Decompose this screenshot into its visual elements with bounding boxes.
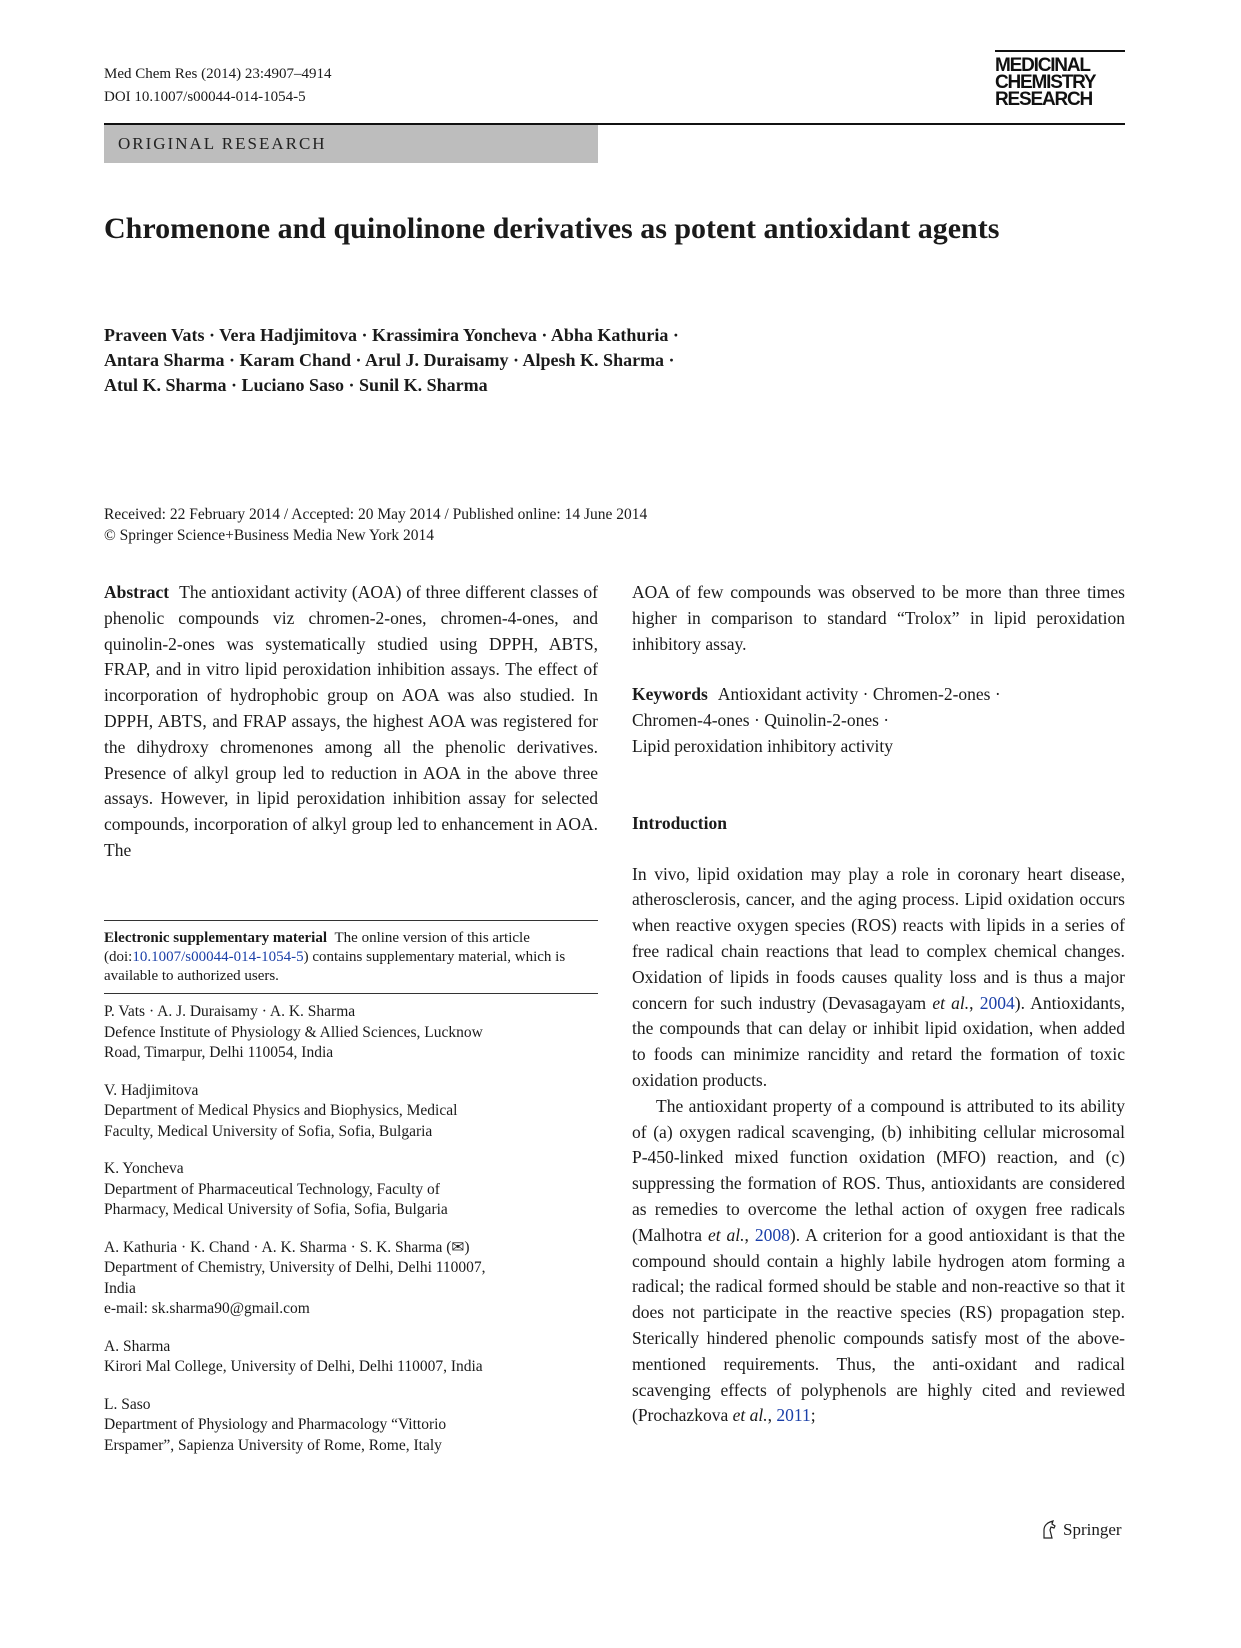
logo-line-1: MEDICINAL	[995, 55, 1090, 76]
abstract-text: The antioxidant activity (AOA) of three different classes of phenolic compounds viz chromen-2-ones, chromen-4-ones, and quinolin-2-ones was systematically studied using DPPH, ABTS, FRAP, and in vitro lipid peroxidation inhibition assays. The effect of incorporation of hydrophobic group on AOA was also studied. In DPPH, ABTS, and FRAP assays, the highest AOA was registered for the dihydroxy chromenones among all the phenolic derivatives. Presence of alkyl group led to reduction in AOA in the above three assays. However, in lipid peroxidation inhibition assay for selected compounds, incorporation of alkyl group led to enhancement in AOA. The	[104, 582, 598, 860]
publisher-footer	[1040, 1519, 1122, 1541]
author-line: Antara Sharma · Karam Chand · Arul J. Duraisamy · Alpesh K. Sharma ·	[104, 350, 675, 370]
comma: ,	[767, 1405, 777, 1426]
paragraph-text: In vivo, lipid oxidation may play a role in coronary heart disease, atherosclerosis, cancer, and the aging process. Lipid oxidation occurs when reactive oxygen species (ROS) reacts with lipids in a series of free radical chain reactions that lead to complex chemical changes. Oxidation of lipids in foods causes quality loss and is thus a major concern for such industry (Devasagayam	[632, 863, 1125, 1013]
paragraph-text: The antioxidant property of a compound is attributed to its ability of (a) oxygen radical scavenging, (b) inhibiting cellular microsomal P-450-linked mixed function oxidation (MFO) reaction, and (c) suppressing the formation of ROS. Thus, antioxidants are considered as remedies to overcome the lethal action of oxygen free radicals (Malhotra	[632, 1095, 1125, 1245]
esm-text-before: The online version of this article (doi:	[104, 930, 530, 965]
abstract-continuation: AOA of few compounds was observed to be more than three times higher in comparison to standard “Trolox” in lipid peroxidation inhibitory assay.	[632, 582, 1125, 654]
doi-line: DOI 10.1007/s00044-014-1054-5	[104, 89, 306, 105]
affiliation	[104, 1337, 598, 1378]
affiliation	[104, 1002, 598, 1064]
author-line: Praveen Vats · Vera Hadjimitova · Krassimira Yoncheva · Abha Kathuria ·	[104, 325, 679, 345]
affiliation-names: P. Vats · A. J. Duraisamy · A. K. Sharma	[104, 1003, 356, 1020]
right-column	[632, 580, 1125, 1429]
article-type-banner: ORIGINAL RESEARCH	[104, 125, 598, 163]
affiliation-line: Pharmacy, Medical University of Sofia, Sofia, Bulgaria	[104, 1201, 448, 1218]
keyword-text: Lipid peroxidation inhibitory activity	[632, 735, 893, 756]
logo-line-2: CHEMISTRY	[995, 72, 1096, 93]
affiliation-email[interactable]: e-mail: sk.sharma90@gmail.com	[104, 1300, 310, 1317]
affiliation-names: A. Kathuria · K. Chand · A. K. Sharma · S. K. Sharma (✉)	[104, 1238, 470, 1256]
keyword-text: Chromen-4-ones · Quinolin-2-ones ·	[632, 710, 890, 731]
author-line: Atul K. Sharma · Luciano Saso · Sunil K. Sharma	[104, 375, 488, 395]
affiliations	[104, 993, 598, 1473]
copyright-line: © Springer Science+Business Media New York 2014	[104, 527, 435, 544]
keyword-text: Antioxidant activity · Chromen-2-ones ·	[717, 684, 1001, 705]
affiliation-line: Department of Medical Physics and Biophysics, Medical	[104, 1102, 458, 1119]
citation-link[interactable]: 2008	[754, 1224, 790, 1245]
affiliation-line: Faculty, Medical University of Sofia, Sofia, Bulgaria	[104, 1122, 433, 1140]
esm-text-after: ) contains supplementary material, which is available to authorized users.	[104, 949, 566, 984]
affiliation	[104, 1238, 598, 1320]
comma: ,	[969, 992, 980, 1013]
journal-logo	[995, 50, 1125, 108]
citation-link[interactable]: 2004	[979, 992, 1015, 1013]
supplementary-note	[104, 920, 598, 986]
et-al: et al.	[932, 992, 970, 1013]
affiliation-line: Department of Pharmaceutical Technology, Faculty of	[104, 1180, 440, 1198]
comma: ,	[744, 1224, 755, 1245]
intro-paragraph	[632, 862, 1125, 1094]
esm-label: Electronic supplementary material	[104, 930, 328, 946]
intro-paragraph	[632, 1094, 1125, 1429]
author-list	[104, 323, 904, 398]
affiliation-line: Department of Chemistry, University of Delhi, Delhi 110007,	[104, 1259, 486, 1276]
affiliation	[104, 1159, 598, 1221]
et-al: et al.	[732, 1405, 768, 1426]
affiliation	[104, 1395, 598, 1457]
section-heading-introduction: Introduction	[632, 812, 727, 833]
affiliation-names: K. Yoncheva	[104, 1160, 184, 1177]
publication-dates	[104, 504, 647, 546]
keywords-block	[632, 682, 1125, 759]
citation-line: Med Chem Res (2014) 23:4907–4914	[104, 66, 332, 82]
publisher-name: Springer	[1063, 1520, 1122, 1539]
affiliation-names: A. Sharma	[104, 1337, 171, 1355]
esm-doi-link[interactable]: 10.1007/s00044-014-1054-5	[132, 949, 304, 965]
affiliation-names: V. Hadjimitova	[104, 1081, 199, 1099]
dates-line: Received: 22 February 2014 / Accepted: 20 May 2014 / Published online: 14 June 2014	[104, 506, 648, 523]
et-al: et al.	[707, 1224, 745, 1245]
left-column	[104, 580, 598, 864]
affiliation-line: Erspamer”, Sapienza University of Rome, Rome, Italy	[104, 1436, 442, 1454]
abstract-label: Abstract	[104, 582, 170, 602]
affiliation	[104, 1081, 598, 1143]
journal-citation	[104, 63, 331, 109]
affiliation-names: L. Saso	[104, 1395, 151, 1413]
paragraph-text: ;	[810, 1405, 816, 1426]
affiliation-line: Kirori Mal College, University of Delhi, Delhi 110007, India	[104, 1358, 483, 1375]
logo-line-3: RESEARCH	[995, 89, 1093, 110]
springer-horse-icon	[1040, 1520, 1058, 1540]
keywords-line	[632, 682, 1125, 708]
affiliation-line: Road, Timarpur, Delhi 110054, India	[104, 1044, 334, 1061]
citation-link[interactable]: 2011	[776, 1405, 811, 1426]
affiliation-line: Defence Institute of Physiology & Allied Sciences, Lucknow	[104, 1023, 483, 1041]
affiliation-line: Department of Physiology and Pharmacology “Vittorio	[104, 1416, 447, 1433]
paragraph-text: ). Antioxidants, the compounds that can delay or inhibit lipid oxidation, when added to foods can minimize rancidity and retard the formation of toxic oxidation products.	[632, 992, 1126, 1090]
article-title: Chromenone and quinolinone derivatives as potent antioxidant agents	[104, 212, 1000, 245]
paragraph-text: ). A criterion for a good antioxidant is that the compound should contain a highly labile hydrogen atom forming a radical; the radical formed should be stable and non-reactive so that it does not participate in the reactive species (RS) propagation step. Sterically hindered phenolic compounds satisfy most of the above-mentioned requirements. Thus, the anti-oxidant and radical scavenging effects of polyphenols are highly cited and reviewed (Prochazkova	[632, 1224, 1125, 1426]
keywords-label: Keywords	[632, 684, 708, 705]
abstract-paragraph	[104, 580, 598, 864]
affiliation-line: India	[104, 1279, 136, 1297]
